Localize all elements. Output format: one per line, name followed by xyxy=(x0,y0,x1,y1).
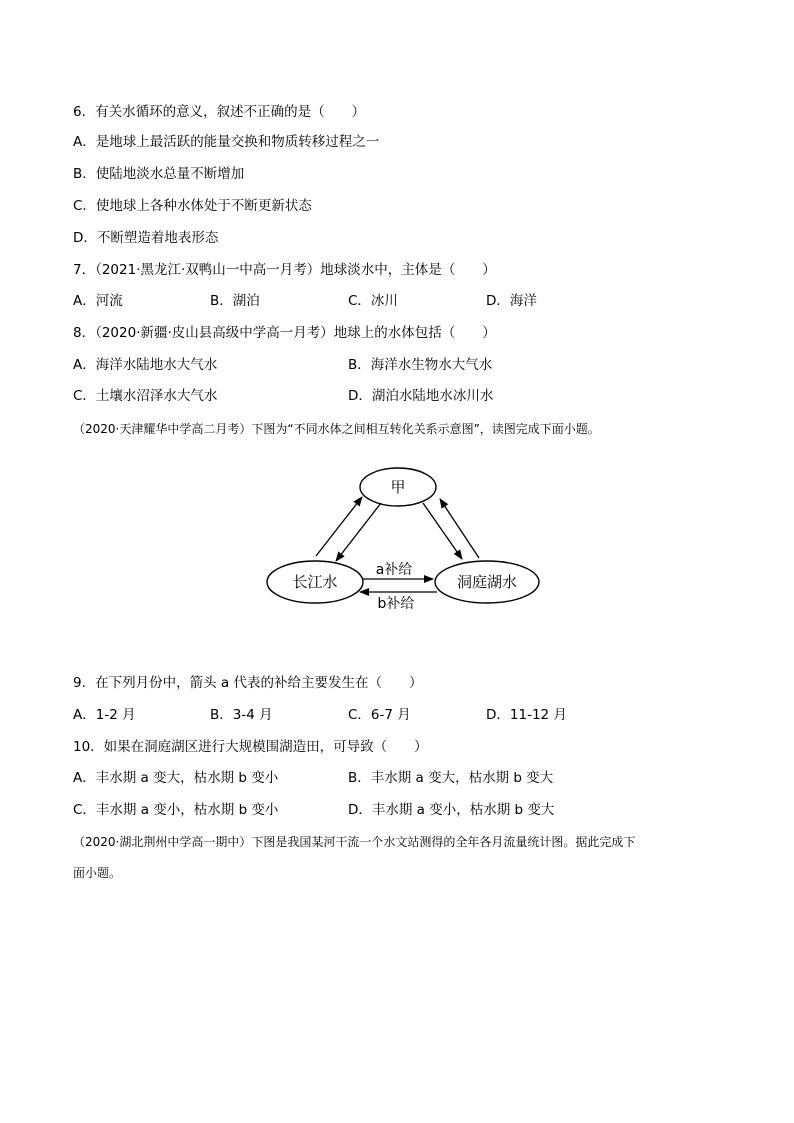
question-10-stem: 10．如果在洞庭湖区进行大规模围湖造田，可导致（ ） xyxy=(73,739,428,755)
question-8-stem: 8．（2020·新疆·皮山县高级中学高一月考）地球上的水体包括（ ） xyxy=(73,325,496,341)
question-7-option-d: D．海洋 xyxy=(486,293,537,309)
question-9-option-d: D．11-12 月 xyxy=(486,707,567,723)
material-intro-2-line-1: （2020·湖北荆州中学高一期中）下图是我国某河干流一个水文站测得的全年各月流量统计图。据此完成下 xyxy=(73,835,636,849)
arrow-b-label: b补给 xyxy=(377,596,415,612)
arrow-a-label: a补给 xyxy=(375,562,413,578)
question-6-option-b: B．使陆地淡水总量不断增加 xyxy=(73,166,245,182)
question-8-option-d: D．湖泊水陆地水冰川水 xyxy=(348,388,494,404)
question-9-option-a: A．1-2 月 xyxy=(73,707,136,723)
question-6-stem: 6．有关水循环的意义，叙述不正确的是（ ） xyxy=(73,104,366,120)
arrow-dongting-to-jia xyxy=(440,499,479,558)
question-10-option-d: D．丰水期 a 变小，枯水期 b 变大 xyxy=(348,802,555,818)
node-jia-label: 甲 xyxy=(390,478,406,496)
question-10-option-b: B．丰水期 a 变大，枯水期 b 变大 xyxy=(348,770,554,786)
question-10-option-a: A．丰水期 a 变大，枯水期 b 变小 xyxy=(73,770,279,786)
question-10-option-c: C．丰水期 a 变小，枯水期 b 变小 xyxy=(73,802,279,818)
question-7-stem: 7．（2021·黑龙江·双鸭山一中高一月考）地球淡水中，主体是（ ） xyxy=(73,262,496,278)
question-7-option-a: A．河流 xyxy=(73,293,123,309)
question-7-option-c: C．冰川 xyxy=(348,293,398,309)
water-conversion-diagram xyxy=(250,460,550,620)
arrow-jia-to-dongting xyxy=(423,503,462,559)
arrow-changjiang-to-jia xyxy=(316,497,362,556)
node-dongting-label: 洞庭湖水 xyxy=(456,573,518,591)
question-6-option-c: C．使地球上各种水体处于不断更新状态 xyxy=(73,198,312,214)
question-9-stem: 9．在下列月份中，箭头 a 代表的补给主要发生在（ ） xyxy=(73,675,423,691)
arrow-jia-to-changjiang xyxy=(336,503,381,561)
question-8-option-c: C．土壤水沼泽水大气水 xyxy=(73,388,218,404)
question-6-option-a: A．是地球上最活跃的能量交换和物质转移过程之一 xyxy=(73,134,380,150)
material-intro-1: （2020·天津耀华中学高二月考）下图为“不同水体之间相互转化关系示意图”，读图完成下面小题。 xyxy=(73,422,600,436)
question-8-option-b: B．海洋水生物水大气水 xyxy=(348,357,493,373)
question-9-option-b: B．3-4 月 xyxy=(210,707,273,723)
question-7-option-b: B．湖泊 xyxy=(210,293,260,309)
material-intro-2-line-2: 面小题。 xyxy=(73,866,122,880)
node-changjiang-label: 长江水 xyxy=(292,573,338,591)
question-8-option-a: A．海洋水陆地水大气水 xyxy=(73,357,218,373)
question-9-option-c: C．6-7 月 xyxy=(348,707,411,723)
question-6-option-d: D．不断塑造着地表形态 xyxy=(73,230,219,246)
